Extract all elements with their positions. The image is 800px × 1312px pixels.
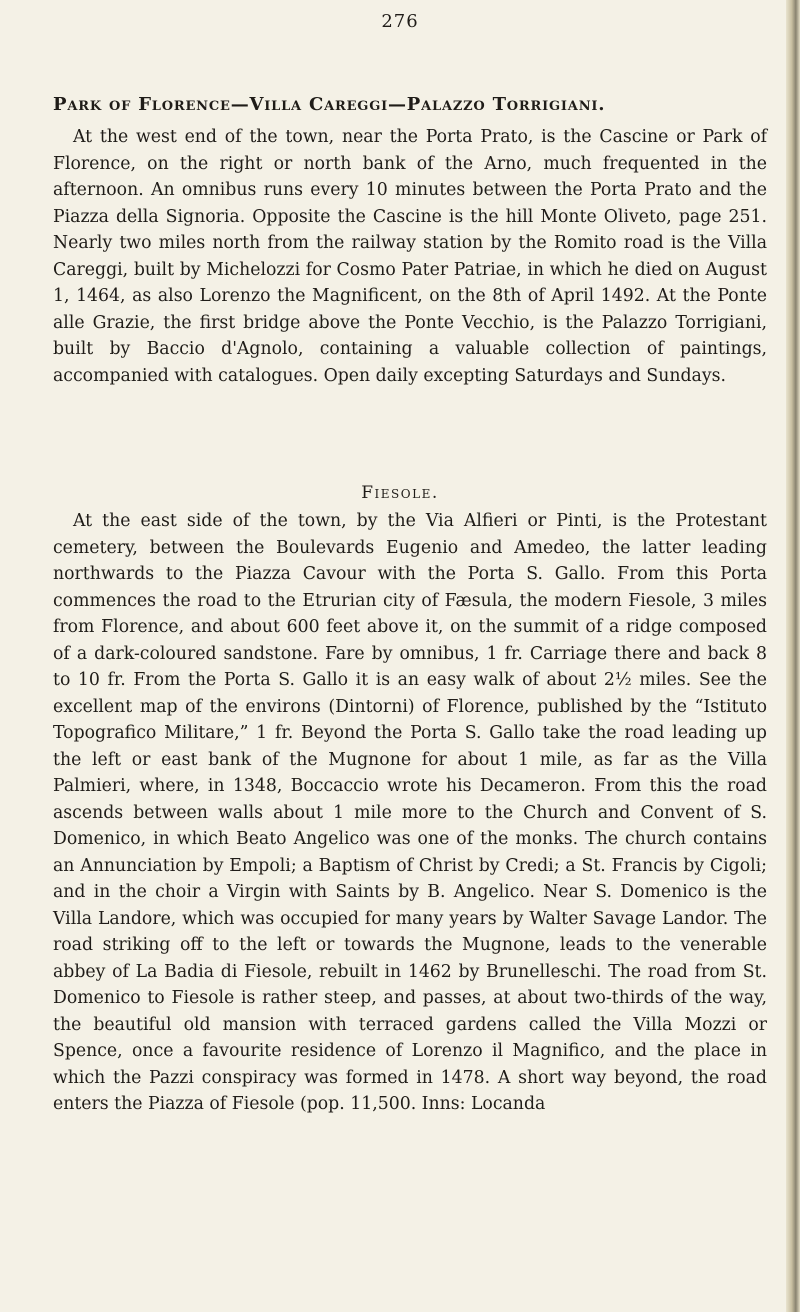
- page-number: 276: [381, 11, 419, 32]
- section-title-fiesole: Fiesole.: [361, 483, 439, 503]
- page-edge-shadow: [786, 0, 800, 1312]
- paragraph-park-of-florence: At the west end of the town, near the Porta Prato, is the Cascine or Park of Florence, on the right or north bank of the Arno, much frequented in the afternoon. An omnibus runs every 10 minutes between the Porta Prato and the Piazza della Signoria. Opposite the Cascine is the hill Monte Oliveto, page 251. Nearly two miles north from the railway station by the Romito road is the Villa Careggi, built by Michelozzi for Cosmo Pater Patriae, in which he died on August 1, 1464, as also Lorenzo the Magnificent, on the 8th of April 1492. At the Ponte alle Grazie, the first bridge above the Ponte Vecchio, is the Palazzo Torrigiani, built by Baccio d'Agnolo, containing a valuable collection of paintings, accompanied with catalogues. Open daily excepting Saturdays and Sundays.: [53, 127, 767, 386]
- paragraph-fiesole: At the east side of the town, by the Via Alfieri or Pinti, is the Protestant cemetery, between the Boulevards Eugenio and Amedeo, the latter leading northwards to the Piazza Cavour with the Porta S. Gallo. From this Porta commences the road to the Etrurian city of Fæsula, the modern Fiesole, 3 miles from Florence, and about 600 feet above it, on the summit of a ridge composed of a dark-coloured sandstone. Fare by omnibus, 1 fr. Carriage there and back 8 to 10 fr. From the Porta S. Gallo it is an easy walk of about 2½ miles. See the excellent map of the environs (Dintorni) of Florence, published by the “Istituto Topografico Militare,” 1 fr. Beyond the Porta S. Gallo take the road leading up the left or east bank of the Mugnone for about 1 mile, as far as the Villa Palmieri, where, in 1348, Boccaccio wrote his Decameron. From this the road ascends between walls about 1 mile more to the Church and Convent of S. Domenico, in which Beato Angelico was one of the monks. The church contains an Annunciation by Empoli; a Baptism of Christ by Credi; a St. Francis by Cigoli; and in the choir a Virgin with Saints by B. Angelico. Near S. Domenico is the Villa Landore, which was occupied for many years by Walter Savage Landor. The road striking off to the left or towards the Mugnone, leads to the venerable abbey of La Badia di Fiesole, rebuilt in 1462 by Brunelleschi. The road from St. Domenico to Fiesole is rather steep, and passes, at about two-thirds of the way, the beautiful old mansion with terraced gardens called the Villa Mozzi or Spence, once a favourite residence of Lorenzo il Magnifico, and the place in which the Pazzi conspiracy was formed in 1478. A short way beyond, the road enters the Piazza of Fiesole (pop. 11,500. Inns: Locanda: [53, 511, 767, 1114]
- running-heading: Park of Florence—Villa Careggi—Palazzo Torrigiani.: [53, 94, 606, 115]
